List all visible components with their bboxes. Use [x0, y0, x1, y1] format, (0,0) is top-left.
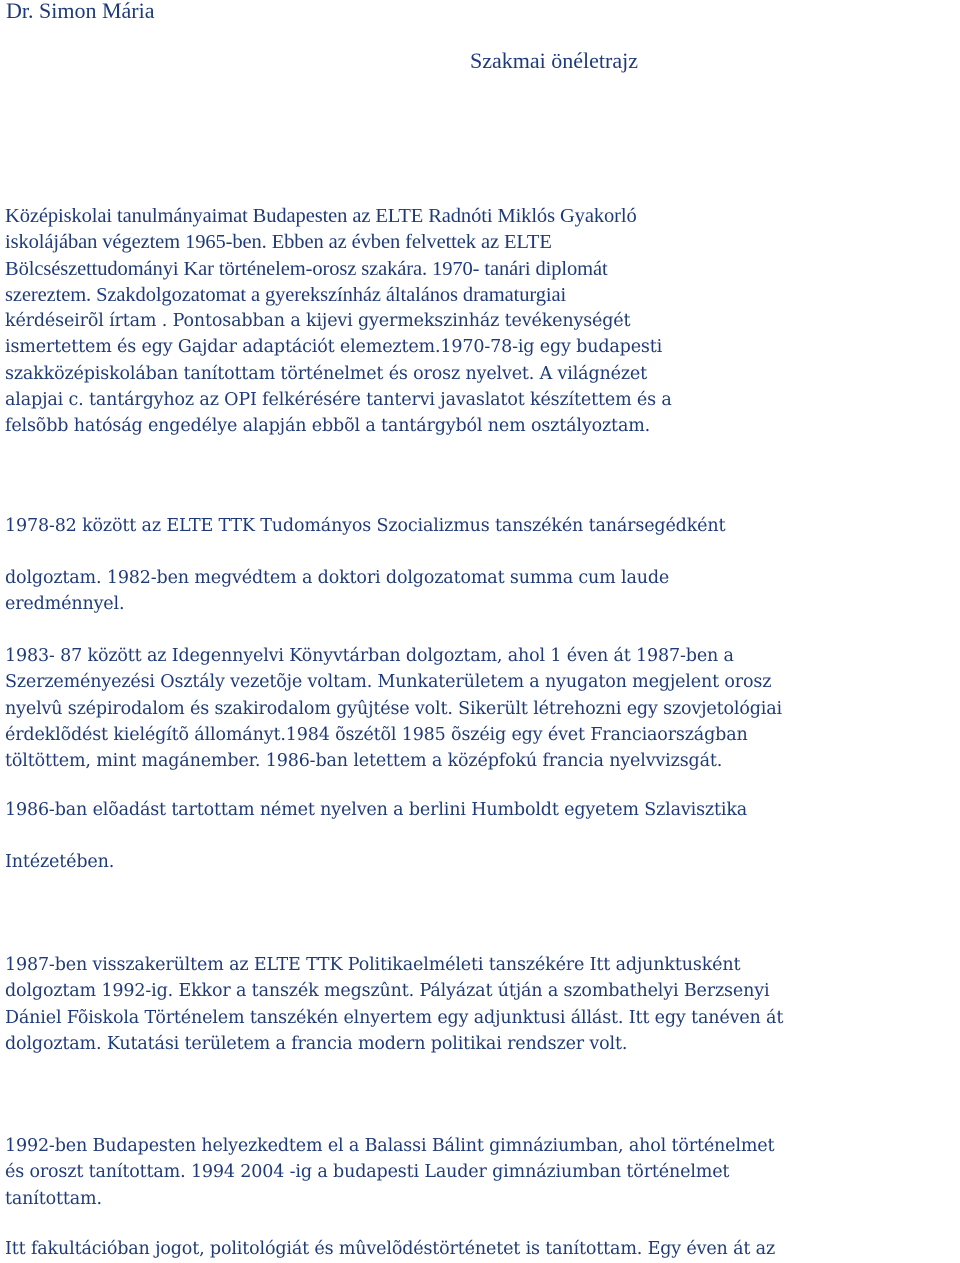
paragraph-gymnasium: [5, 1133, 960, 1212]
text-line: Dániel Fõiskola Történelem tanszékén elnyertem egy adjunktusi állást. Itt egy tanéven át: [5, 1007, 784, 1028]
text-line: Bölcsészettudományi Kar történelem-orosz szakára. 1970- tanári diplomát: [5, 257, 608, 280]
paragraph-education: [5, 203, 960, 440]
paragraph-elte-politics: [5, 952, 960, 1057]
text-line: tanítottam.: [5, 1188, 102, 1209]
paragraph-assistant-lecturer: [5, 513, 960, 539]
text-line: 1983- 87 között az Idegennyelvi Könyvtárban dolgoztam, ahol 1 éven át 1987-ben a: [5, 646, 734, 666]
paragraph-institute: [5, 849, 960, 875]
paragraph-berlin-lecture: [5, 797, 960, 823]
text-line: Itt fakultációban jogot, politológiát és mûvelõdéstörténetet is tanítottam. Egy éven át az: [5, 1239, 776, 1259]
text-line: Intézetében.: [5, 852, 115, 872]
text-line: ismertettem és egy Gajdar adaptációt elemeztem.1970-78-ig egy budapesti: [5, 337, 663, 358]
text-line: iskolájában végeztem 1965-ben. Ebben az évben felvettek az ELTE: [5, 231, 552, 254]
text-line: dolgoztam. Kutatási területem a francia modern politikai rendszer volt.: [5, 1033, 628, 1054]
text-line: szakközépiskolában tanítottam történelmet és orosz nyelvet. A világnézet: [5, 363, 647, 384]
text-line: töltöttem, mint magánember. 1986-ban letettem a középfokú francia nyelvvizsgát.: [5, 751, 723, 772]
text-line: felsõbb hatóság engedélye alapján ebbõl a tantárgyból nem osztályoztam.: [5, 416, 651, 437]
text-line: szereztem. Szakdolgozatomat a gyerekszínház általános dramaturgiai: [5, 283, 567, 306]
text-line: Szerzeményezési Osztály vezetõje voltam. Munkaterületem a nyugaton megjelent orosz: [5, 672, 772, 693]
document-title: Szakmai önéletrajz: [470, 48, 638, 73]
text-line: nyelvû szépirodalom és szakirodalom gyûjtése volt. Sikerült létrehozni egy szovjetológiai: [5, 698, 782, 719]
paragraph-library: [5, 643, 960, 774]
text-line: 1986-ban elõadást tartottam német nyelven a berlini Humboldt egyetem Szlavisztika: [5, 800, 748, 820]
text-line: dolgoztam. 1982-ben megvédtem a doktori dolgozatomat summa cum laude: [5, 568, 670, 588]
text-line: dolgoztam 1992-ig. Ekkor a tanszék megszûnt. Pályázat útján a szombathelyi Berzsenyi: [5, 981, 770, 1002]
author-name: Dr. Simon Mária: [6, 0, 155, 23]
text-line: Középiskolai tanulmányaimat Budapesten az ELTE Radnóti Miklós Gyakorló: [5, 205, 637, 227]
paragraph-doctorate: [5, 565, 960, 618]
text-line: és oroszt tanítottam. 1994 2004 -ig a budapesti Lauder gimnáziumban történelmet: [5, 1162, 730, 1183]
paragraph-electives: [5, 1236, 960, 1262]
text-line: alapjai c. tantárgyhoz az OPI felkérésére tantervi javaslatot készítettem és a: [5, 390, 672, 411]
text-line: 1978-82 között az ELTE TTK Tudományos Szocializmus tanszékén tanársegédként: [5, 516, 726, 536]
text-line: 1987-ben visszakerültem az ELTE TTK Politikaelméleti tanszékére Itt adjunktusként: [5, 955, 741, 975]
text-line: kérdéseirõl írtam . Pontosabban a kijevi gyermekszinház tevékenységét: [5, 311, 631, 332]
text-line: érdeklõdést kielégítõ állományt.1984 õszétõl 1985 õszéig egy évet Franciaországban: [5, 724, 748, 745]
text-line: 1992-ben Budapesten helyezkedtem el a Balassi Bálint gimnáziumban, ahol történelmet: [5, 1136, 775, 1156]
text-line: eredménnyel.: [5, 594, 125, 615]
